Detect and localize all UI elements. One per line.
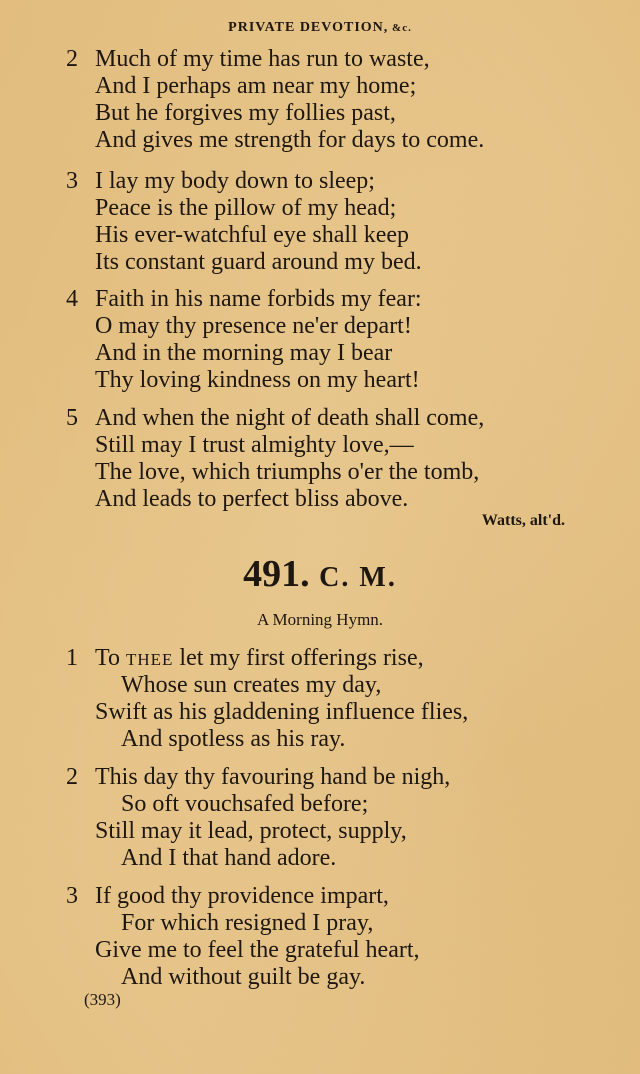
- verse-text: let my first offerings rise,: [173, 645, 424, 671]
- verse-line: And I perhaps am near my home;: [95, 73, 417, 99]
- hymn-number: 491.: [243, 553, 310, 595]
- verse-line: And in the morning may I bear: [95, 340, 393, 366]
- verse-line: Still may I trust almighty love,—: [95, 432, 414, 458]
- verse-line: And gives me strength for days to come.: [95, 127, 485, 153]
- verse-line: O may thy presence ne'er depart!: [95, 313, 412, 339]
- verse-line: And I that hand adore.: [121, 845, 337, 871]
- verse-line: Peace is the pillow of my head;: [95, 195, 397, 221]
- verse-line: I lay my body down to sleep;: [95, 168, 375, 194]
- verse-line: This day thy favouring hand be nigh,: [95, 764, 451, 790]
- attribution: Watts, alt'd.: [481, 512, 565, 529]
- stanza-number: 5: [66, 405, 78, 431]
- stanza-1: [66, 645, 468, 753]
- hymn-title: A Morning Hymn.: [256, 610, 384, 629]
- stanza-number: 2: [66, 764, 78, 790]
- verse-line: And without guilt be gay.: [121, 964, 366, 990]
- verse-small-caps: THEE: [125, 650, 174, 669]
- stanza-prev-3: [66, 168, 422, 276]
- verse-line: So oft vouchsafed before;: [121, 791, 369, 817]
- verse-line: Swift as his gladdening influence flies,: [95, 699, 469, 725]
- hymn-heading: [0, 552, 640, 596]
- verse-line: And leads to perfect bliss above.: [95, 486, 409, 512]
- stanza-number: 2: [66, 46, 78, 72]
- verse-line: Faith in his name forbids my fear:: [95, 286, 422, 312]
- page-number: (393): [84, 990, 121, 1009]
- stanza-number: 1: [66, 645, 78, 671]
- verse-line: The love, which triumphs o'er the tomb,: [95, 459, 480, 485]
- stanza-number: 3: [66, 168, 78, 194]
- verse-line: For which resigned I pray,: [121, 910, 374, 936]
- verse-line: And spotless as his ray.: [121, 726, 346, 752]
- stanza-prev-5: [66, 405, 484, 513]
- hymn-meter: C. M.: [319, 562, 397, 593]
- stanza-number: 4: [66, 286, 78, 312]
- stanza-2: [66, 764, 450, 872]
- stanza-prev-4: [66, 286, 422, 394]
- verse-line: Still may it lead, protect, supply,: [95, 818, 407, 844]
- verse-line: If good thy providence impart,: [95, 883, 389, 909]
- verse-line: But he forgives my follies past,: [95, 100, 396, 126]
- running-head: [0, 20, 640, 36]
- verse-line: And when the night of death shall come,: [95, 405, 485, 431]
- running-head-text: PRIVATE DEVOTION,: [228, 20, 389, 35]
- verse-line: Give me to feel the grateful heart,: [95, 937, 420, 963]
- verse-line: Whose sun creates my day,: [121, 672, 382, 698]
- verse-line: His ever-watchful eye shall keep: [95, 222, 410, 248]
- verse-line: Much of my time has run to waste,: [95, 46, 430, 72]
- verse-text: To: [95, 645, 126, 671]
- verse-line: Thy loving kindness on my heart!: [95, 367, 420, 393]
- running-head-suffix: &c.: [388, 22, 412, 34]
- stanza-3: [66, 883, 420, 991]
- stanza-prev-2: [66, 46, 484, 154]
- stanza-number: 3: [66, 883, 78, 909]
- verse-line: Its constant guard around my bed.: [95, 249, 422, 275]
